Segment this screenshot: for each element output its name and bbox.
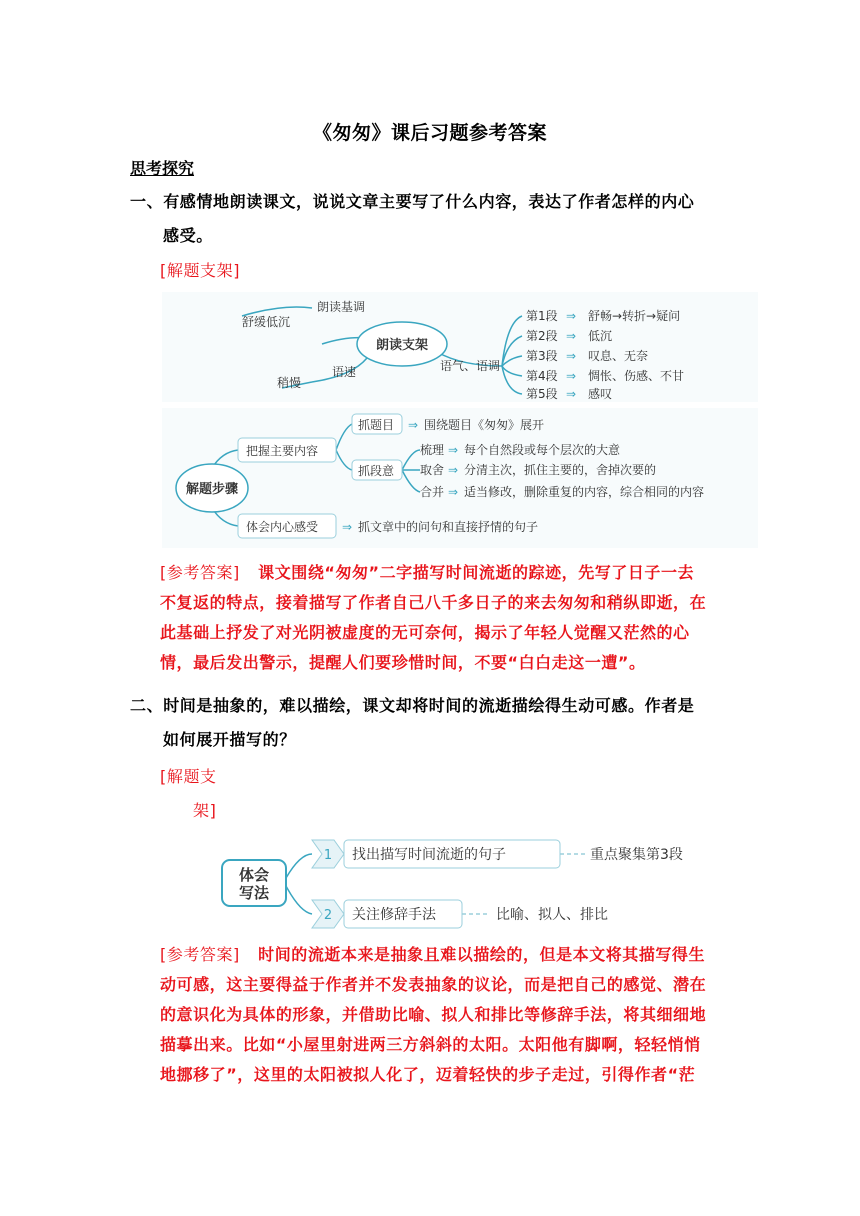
tone-5: 感叹 [588,387,613,401]
svg-text:⇒: ⇒ [448,443,459,457]
branch-tone: 朗读基调 [317,300,366,314]
question-1-line-2: 感受。 [163,226,213,245]
svg-text:⇒: ⇒ [448,485,459,499]
tone-2: 低沉 [588,329,613,343]
sub2-key-3: 合并 [420,485,445,499]
section-heading: 思考探究 [130,159,195,178]
center-text: 朗读支架 [375,338,429,353]
svg-text:⇒: ⇒ [448,463,459,477]
branch-speed: 语速 [332,365,357,379]
sub2-key-1: 梳理 [420,443,445,457]
steps-root-text: 解题步骤 [185,482,239,497]
question-2-line-1: 二、时间是抽象的，难以描绘，课文却将时间的流逝描绘得生动可感。作者是 [130,696,695,715]
tone-4: 惆怅、伤感、不甘 [588,369,685,383]
answer-2-line-5: 地挪移了”，这里的太阳被拟人化了，迈着轻快的步子走过，引得作者“茫 [160,1065,696,1084]
svg-text:⇒: ⇒ [342,520,353,534]
framework-label-2a: [解题支 [160,767,217,786]
method-text-2: 关注修辞手法 [352,907,436,923]
para-1: 第1段 [526,309,558,323]
svg-text:⇒: ⇒ [566,329,577,343]
answer-1-line-2: 不复返的特点，接着描写了作者自己八千多日子的来去匆匆和稍纵即逝，在 [160,593,707,612]
step-branch-2-text: 抓文章中的问句和直接抒情的句子 [358,520,539,534]
answer-1 [160,558,745,678]
answer-2-line-3: 的意识化为具体的形象，并借助比喻、拟人和排比等修辞手法，将其细细地 [160,1005,707,1024]
framework-label-2b: 架] [193,801,217,820]
svg-text:⇒: ⇒ [566,349,577,363]
step-sub-2: 抓段意 [358,464,395,478]
method-note-1: 重点聚集第3段 [590,847,683,863]
question-2-line-2: 如何展开描写的？ [163,730,296,749]
tone-1: 舒畅→转折→疑问 [588,309,681,323]
leaf-speed: 稍慢 [277,376,302,390]
question-1-line-1: 一、有感情地朗读课文，说说文章主要写了什么内容，表达了作者怎样的内心 [130,192,695,211]
answer-1-line-3: 此基础上抒发了对光阴被虚度的无可奈何，揭示了年轻人觉醒又茫然的心 [160,623,690,642]
answer-1-line-4: 情，最后发出警示，提醒人们要珍惜时间，不要“白白走这一遭”。 [160,653,646,672]
method-num-2: 2 [323,908,333,923]
para-3: 第3段 [526,349,558,363]
svg-text:⇒: ⇒ [566,309,577,323]
svg-text:⇒: ⇒ [566,369,577,383]
para-2: 第2段 [526,329,558,343]
writing-method-diagram [200,828,720,932]
para-5: 第5段 [526,387,558,401]
method-note-2: 比喻、拟人、排比 [496,907,608,923]
step-sub-1-text: 围绕题目《匆匆》展开 [424,418,545,432]
page-title: 《匆匆》课后习题参考答案 [312,122,547,144]
svg-text:⇒: ⇒ [566,387,577,401]
step-branch-1: 把握主要内容 [246,444,319,458]
step-branch-2: 体会内心感受 [246,520,319,534]
sub2-val-3: 适当修改，删除重复的内容，综合相同的内容 [464,485,705,499]
sub2-val-1: 每个自然段或每个层次的大意 [464,443,621,457]
svg-text:写法: 写法 [238,884,270,902]
leaf-tone: 舒缓低沉 [242,315,291,329]
para-4: 第4段 [526,369,558,383]
branch-intonation: 语气、语调 [440,359,501,373]
framework-label-1: [解题支架] [160,261,241,280]
answer-2-line-1: [参考答案] 时间的流逝本来是抽象且难以描绘的，但是本文将其描写得生 [160,945,706,964]
answer-2-line-2: 动可感，这主要得益于作者并不发表抽象的议论，而是把自己的感觉、潜在 [160,975,707,994]
answer-1-line-1: [参考答案] 课文围绕“匆匆”二字描写时间流逝的踪迹，先写了日子一去 [160,563,695,582]
reading-framework-diagram [162,292,758,402]
svg-text:体会: 体会 [238,866,270,884]
answer-2-line-4: 描摹出来。比如“小屋里射进两三方斜斜的太阳。太阳他有脚啊，轻轻悄悄 [160,1035,701,1054]
answer-2 [160,940,745,1090]
method-text-1: 找出描写时间流逝的句子 [352,847,506,863]
answer-2-tag: [参考答案] [160,945,240,964]
sub2-val-2: 分清主次，抓住主要的，舍掉次要的 [464,463,657,477]
solving-steps-diagram [162,408,758,548]
svg-text:⇒: ⇒ [408,418,419,432]
answer-1-tag: [参考答案] [160,563,240,582]
sub2-key-2: 取舍 [420,463,445,477]
step-sub-1: 抓题目 [358,418,395,432]
tone-3: 叹息、无奈 [588,349,649,363]
method-num-1: 1 [323,848,333,863]
